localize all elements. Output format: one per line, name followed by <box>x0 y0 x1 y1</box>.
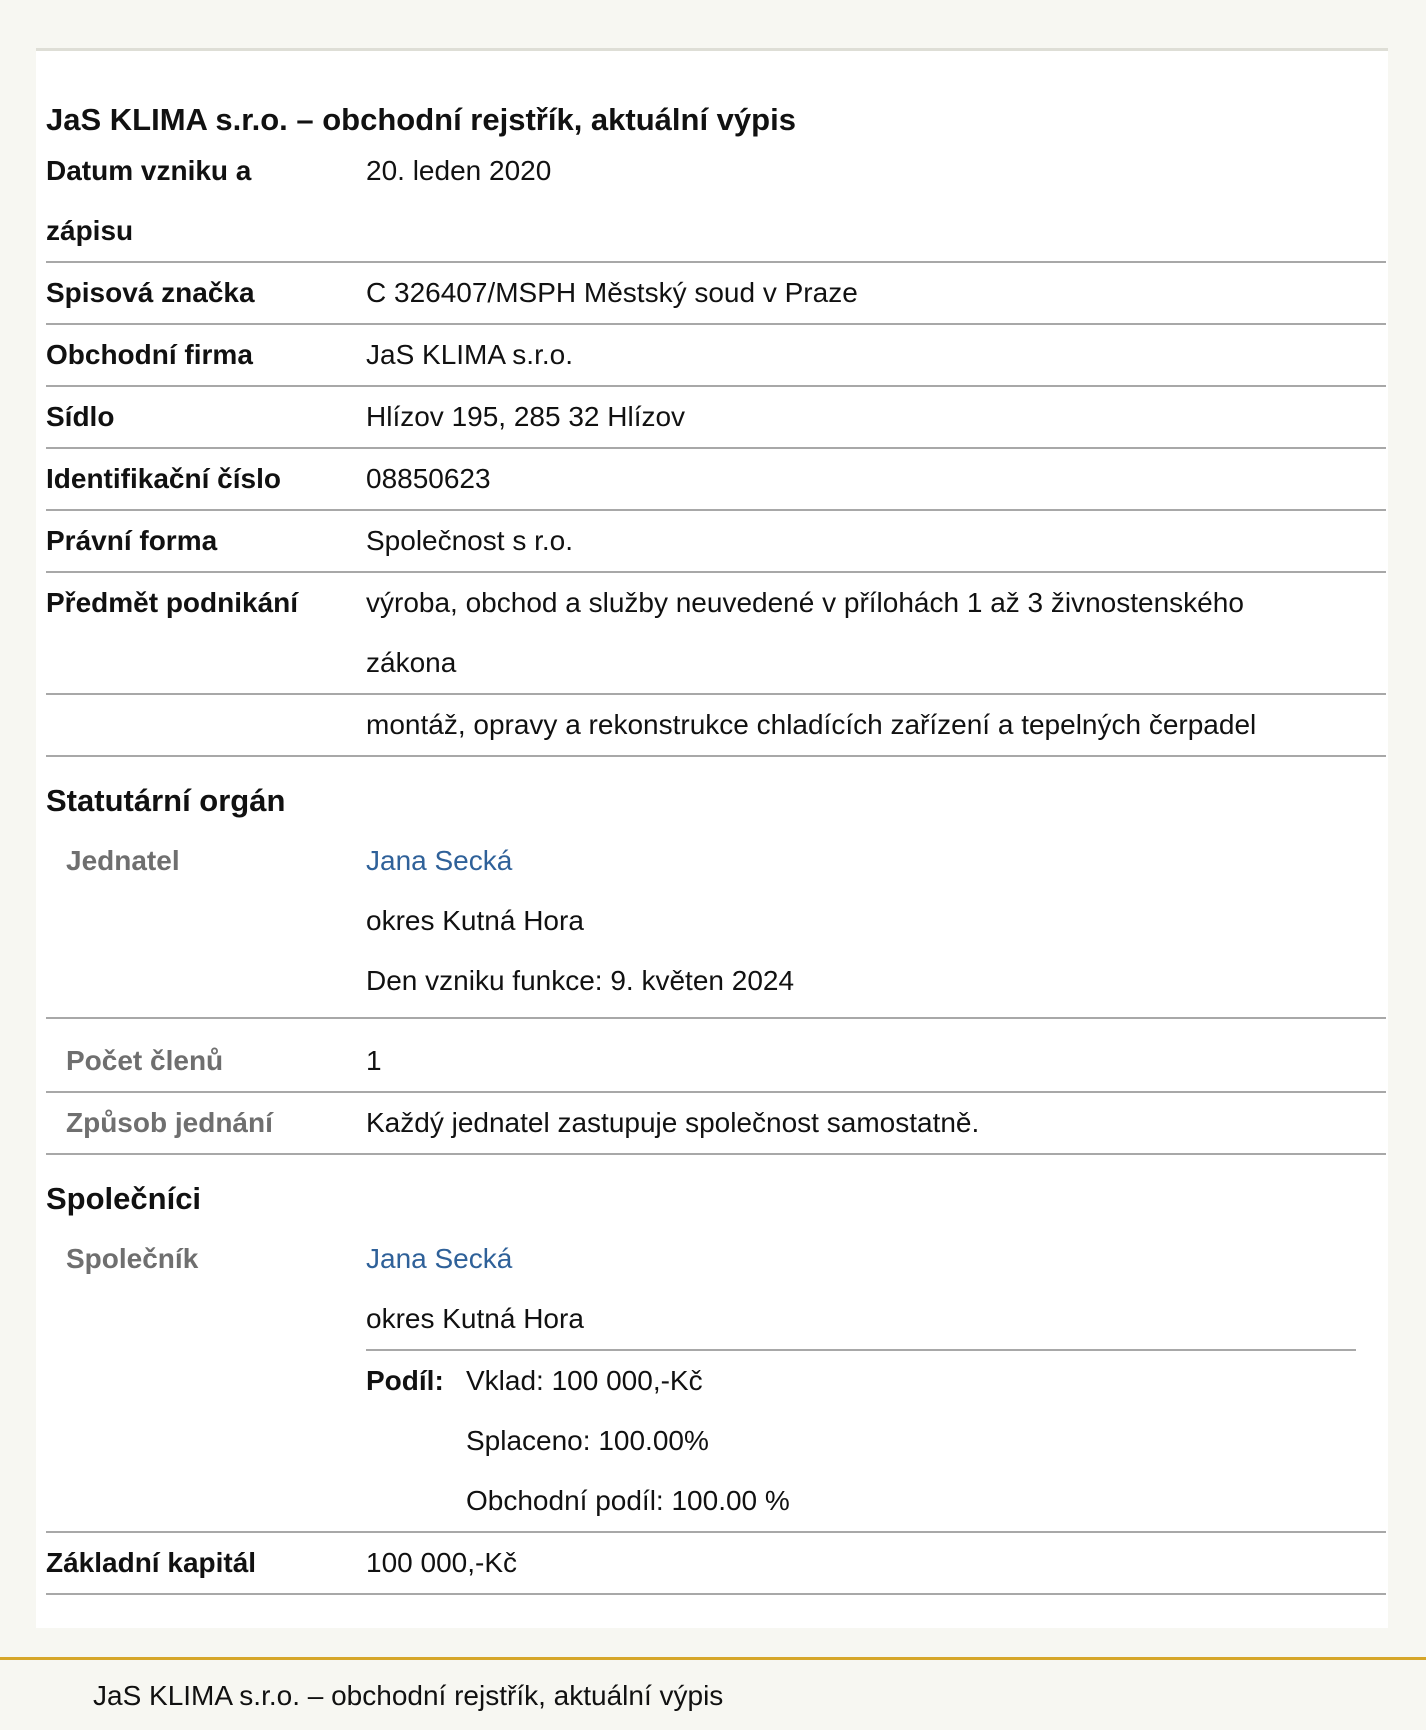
jednatel-name-link[interactable]: Jana Secká <box>366 845 513 876</box>
label-jednatel: Jednatel <box>66 845 180 876</box>
row-pocet-clenu <box>46 1019 1386 1093</box>
row-obchodni-firma <box>46 325 1386 387</box>
row-identifikacni-cislo <box>46 449 1386 511</box>
label-pravni-forma: Právní forma <box>46 525 218 556</box>
row-sidlo <box>46 387 1386 449</box>
label-zpusob-jednani: Způsob jednání <box>66 1107 273 1138</box>
label-predmet-podnikani: Předmět podnikání <box>46 587 299 618</box>
spolecnik-podil <box>366 1349 1356 1531</box>
row-datum-vzniku <box>46 141 1386 263</box>
spolecnik-okres: okres Kutná Hora <box>366 1303 584 1334</box>
section-statutarni-organ: Statutární orgán <box>46 783 286 818</box>
value-pravni-forma: Společnost s r.o. <box>366 525 574 556</box>
value-pocet-clenu: 1 <box>366 1045 382 1076</box>
page-title: JaS KLIMA s.r.o. – obchodní rejstřík, aktuální výpis <box>46 102 796 137</box>
podil-obchodni-podil: Obchodní podíl: 100.00 % <box>466 1485 790 1516</box>
value-sidlo: Hlízov 195, 285 32 Hlízov <box>366 401 686 432</box>
podil-values <box>466 1351 1356 1531</box>
label-pocet-clenu: Počet členů <box>66 1045 224 1076</box>
row-zakladni-kapital <box>46 1533 1386 1595</box>
jednatel-den-vzniku-funkce: Den vzniku funkce: 9. květen 2024 <box>366 965 795 996</box>
label-spolecnik: Společník <box>66 1243 199 1274</box>
value-obchodni-firma: JaS KLIMA s.r.o. <box>366 339 573 370</box>
value-predmet-podnikani-1: výroba, obchod a služby neuvedené v přílohách 1 až 3 živnostenského zákona <box>366 587 1244 678</box>
row-spisova-znacka <box>46 263 1386 325</box>
label-obchodni-firma: Obchodní firma <box>46 339 253 370</box>
value-spisova-znacka: C 326407/MSPH Městský soud v Praze <box>366 277 858 308</box>
row-spolecnik <box>46 1229 1386 1533</box>
section-spolecnici: Společníci <box>46 1181 202 1216</box>
value-spolecnik <box>366 1229 1386 1531</box>
value-zpusob-jednani: Každý jednatel zastupuje společnost samostatně. <box>366 1107 980 1138</box>
footer-title: JaS KLIMA s.r.o. – obchodní rejstřík, aktuální výpis <box>93 1680 724 1711</box>
label-empty <box>46 695 366 755</box>
spolecnik-name-link[interactable]: Jana Secká <box>366 1243 513 1274</box>
jednatel-okres: okres Kutná Hora <box>366 905 584 936</box>
row-pravni-forma <box>46 511 1386 573</box>
podil-label: Podíl: <box>366 1365 444 1396</box>
row-zpusob-jednani <box>46 1093 1386 1155</box>
value-predmet-podnikani-2: montáž, opravy a rekonstrukce chladících zařízení a tepelných čerpadel <box>366 709 1257 740</box>
value-datum-vzniku: 20. leden 2020 <box>366 155 552 186</box>
row-predmet-podnikani-2 <box>46 695 1386 757</box>
podil-splaceno: Splaceno: 100.00% <box>466 1425 709 1456</box>
value-zakladni-kapital: 100 000,-Kč <box>366 1547 517 1578</box>
footer-divider <box>0 1657 1426 1660</box>
label-spisova-znacka: Spisová značka <box>46 277 255 308</box>
value-jednatel <box>366 831 1386 1011</box>
value-identifikacni-cislo: 08850623 <box>366 463 491 494</box>
register-content <box>46 51 1386 1595</box>
label-datum-vzniku: Datum vzniku a zápisu <box>46 155 252 246</box>
row-jednatel <box>46 831 1386 1019</box>
label-sidlo: Sídlo <box>46 401 115 432</box>
register-card <box>36 48 1388 1628</box>
podil-vklad: Vklad: 100 000,-Kč <box>466 1365 703 1396</box>
label-zakladni-kapital: Základní kapitál <box>46 1547 257 1578</box>
label-identifikacni-cislo: Identifikační číslo <box>46 463 281 494</box>
row-predmet-podnikani-1 <box>46 573 1386 695</box>
